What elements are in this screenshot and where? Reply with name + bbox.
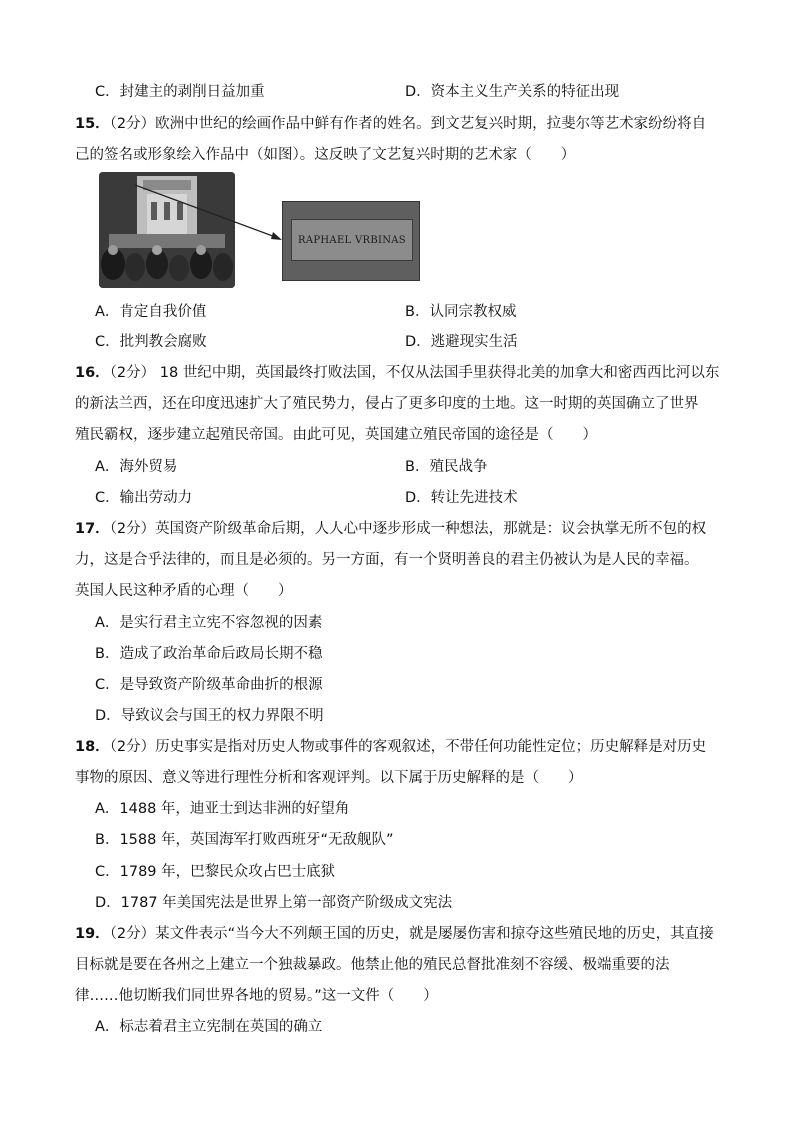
q14-option-c: C．封建主的剥削日益加重 <box>95 84 265 100</box>
q15-option-a: A．肯定自我价值 <box>95 304 207 320</box>
q17-option-b: B．造成了政治革命后政局长期不稳 <box>95 646 323 662</box>
q17-stem-line-1: 17．（2分）英国资产阶级革命后期，人人心中逐步形成一种想法，那就是：议会执掌无所不包的权 <box>75 521 707 537</box>
q16-option-d: D．转让先进技术 <box>405 490 518 506</box>
q19-stem-line-2: 目标就是要在各州之上建立一个独裁暴政。他禁止他的殖民总督批准刻不容缓、极端重要的法 <box>75 957 670 973</box>
q16-number: 16． <box>75 365 110 381</box>
q16-stem-line-3: 殖民霸权，逐步建立起殖民帝国。由此可见，英国建立殖民帝国的途径是（ ） <box>75 427 597 443</box>
q19-number: 19． <box>75 926 110 942</box>
q18-option-d: D．1787 年美国宪法是世界上第一部资产阶级成文宪法 <box>95 895 453 911</box>
q15-number: 15． <box>75 116 110 132</box>
q17-number: 17． <box>75 521 110 537</box>
q18-stem-line-2: 事物的原因、意义等进行理性分析和客观评判。以下属于历史解释的是（ ） <box>75 770 583 786</box>
q16-option-a: A．海外贸易 <box>95 459 178 475</box>
q18-option-a: A．1488 年，迪亚士到达非洲的好望角 <box>95 801 350 817</box>
q15-option-b: B．认同宗教权威 <box>405 304 517 320</box>
q15-stem-line-1: 15．（2分）欧洲中世纪的绘画作品中鲜有作者的姓名。到文艺复兴时期，拉斐尔等艺术家纷纷将自 <box>75 116 707 132</box>
q16-stem-line-1: 16．（2分） 18 世纪中期，英国最终打败法国，不仅从法国手里获得北美的加拿大和密西西比河以东 <box>75 365 720 381</box>
q17-option-a: A．是实行君主立宪不容忽视的因素 <box>95 615 323 631</box>
q16-stem-line-2: 的新法兰西，还在印度迅速扩大了殖民势力，侵占了更多印度的土地。这一时期的英国确立了世界 <box>75 396 699 412</box>
q18-option-c: C．1789 年，巴黎民众攻占巴士底狱 <box>95 864 336 880</box>
q18-number: 18． <box>75 739 110 755</box>
q15-stem-line-2: 己的签名或形象绘入作品中（如图）。这反映了文艺复兴时期的艺术家（ ） <box>75 147 576 163</box>
q19-option-a: A．标志着君主立宪制在英国的确立 <box>95 1019 323 1035</box>
signature-image <box>282 201 420 281</box>
q19-stem-line-3: 律……他切断我们同世界各地的贸易。”这一文件（ ） <box>75 988 438 1004</box>
q18-option-b: B．1588 年，英国海军打败西班牙“无敌舰队” <box>95 832 394 848</box>
q15-option-c: C．批判教会腐败 <box>95 334 207 350</box>
q14-option-d: D．资本主义生产关系的特征出现 <box>405 84 620 100</box>
q16-option-c: C．输出劳动力 <box>95 490 193 506</box>
q17-option-d: D．导致议会与国王的权力界限不明 <box>95 708 324 724</box>
q17-option-c: C．是导致资产阶级革命曲折的根源 <box>95 677 323 693</box>
q17-stem-line-2: 力，这是合乎法律的，而且是必须的。另一方面，有一个贤明善良的君主仍被认为是人民的幸福。 <box>75 552 699 568</box>
q16-option-b: B．殖民战争 <box>405 459 488 475</box>
q19-stem-line-1: 19．（2分）某文件表示“当今大不列颠王国的历史，就是屡屡伤害和掠夺这些殖民地的历史，其直接 <box>75 926 714 942</box>
signature-plate: RAPHAEL VRBINAS <box>291 219 413 261</box>
q18-stem-line-1: 18．（2分）历史事实是指对历史人物或事件的客观叙述，不带任何功能性定位；历史解释是对历史 <box>75 739 707 755</box>
q17-stem-line-3: 英国人民这种矛盾的心理（ ） <box>75 583 293 599</box>
q15-option-d: D．逃避现实生活 <box>405 334 518 350</box>
arrow-icon <box>130 180 290 260</box>
